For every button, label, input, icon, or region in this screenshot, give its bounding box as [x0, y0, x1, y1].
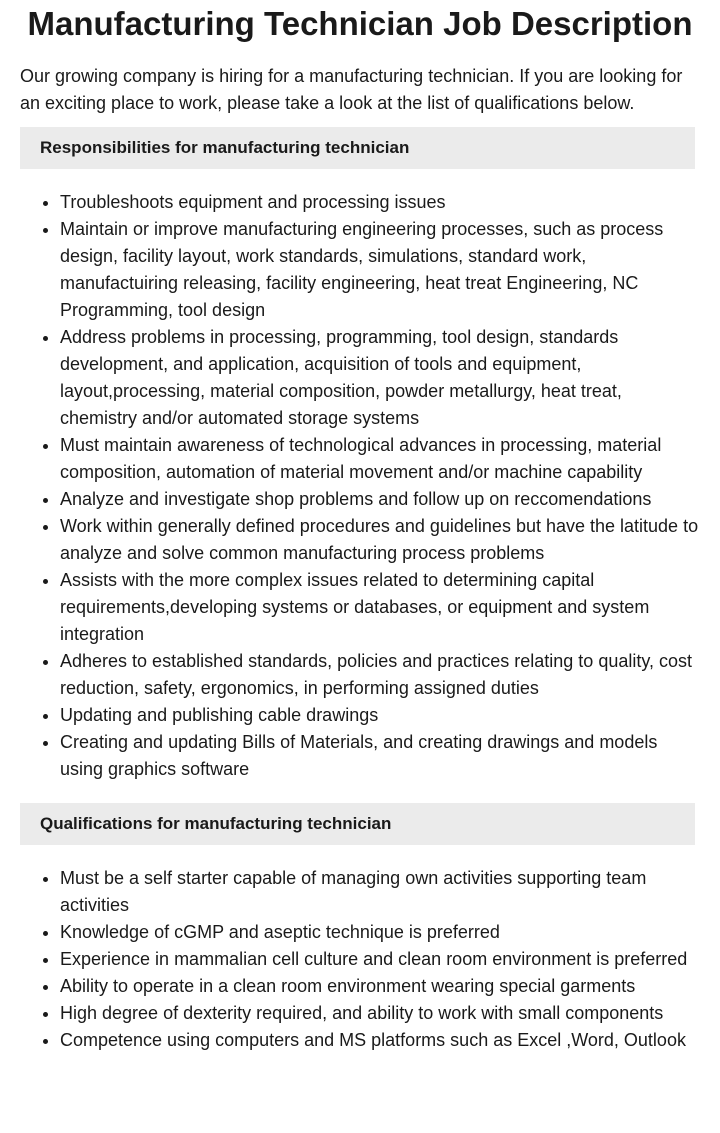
list-item: • High degree of dexterity required, and ability to work with small components: [60, 1000, 700, 1027]
list-item: • Experience in mammalian cell culture and clean room environment is preferred: [60, 946, 700, 973]
list-item: • Must maintain awareness of technological advances in processing, material composition, automation of material movement and/or machine capability: [60, 432, 700, 486]
intro-text: Our growing company is hiring for a manufacturing technician. If you are looking for an exciting place to work, please take a look at the list of qualifications below.: [20, 66, 683, 113]
list-item: • Analyze and investigate shop problems and follow up on reccomendations: [60, 486, 700, 513]
qualifications-heading: Qualifications for manufacturing technician: [20, 803, 695, 845]
list-item: • Address problems in processing, programming, tool design, standards development, and application, acquisition of tools and equipment, layout,processing, material composition, powder metallurgy, heat treat, chemistry and/or automated storage systems: [60, 324, 700, 432]
list-item: • Must be a self starter capable of managing own activities supporting team activities: [60, 865, 700, 919]
qualifications-list: [20, 865, 700, 1054]
list-item: • Knowledge of cGMP and aseptic technique is preferred: [60, 919, 700, 946]
list-item: • Assists with the more complex issues related to determining capital requirements,developing systems or databases, or equipment and system integration: [60, 567, 700, 648]
list-item: • Maintain or improve manufacturing engineering processes, such as process design, facility layout, work standards, simulations, standard work, manufactuiring releasing, facility engineering, heat treat Engineering, NC Programming, tool design: [60, 216, 700, 324]
list-item: • Adheres to established standards, policies and practices relating to quality, cost reduction, safety, ergonomics, in performing assigned duties: [60, 648, 700, 702]
list-item: • Work within generally defined procedures and guidelines but have the latitude to analyze and solve common manufacturing process problems: [60, 513, 700, 567]
list-item: • Creating and updating Bills of Materials, and creating drawings and models using graphics software: [60, 729, 700, 783]
page-title: Manufacturing Technician Job Description: [27, 5, 693, 42]
list-item: • Troubleshoots equipment and processing issues: [60, 189, 700, 216]
responsibilities-list: [20, 189, 700, 783]
responsibilities-heading: Responsibilities for manufacturing technician: [20, 127, 695, 169]
list-item: • Ability to operate in a clean room environment wearing special garments: [60, 973, 700, 1000]
list-item: • Updating and publishing cable drawings: [60, 702, 700, 729]
list-item: • Competence using computers and MS platforms such as Excel ,Word, Outlook: [60, 1027, 700, 1054]
